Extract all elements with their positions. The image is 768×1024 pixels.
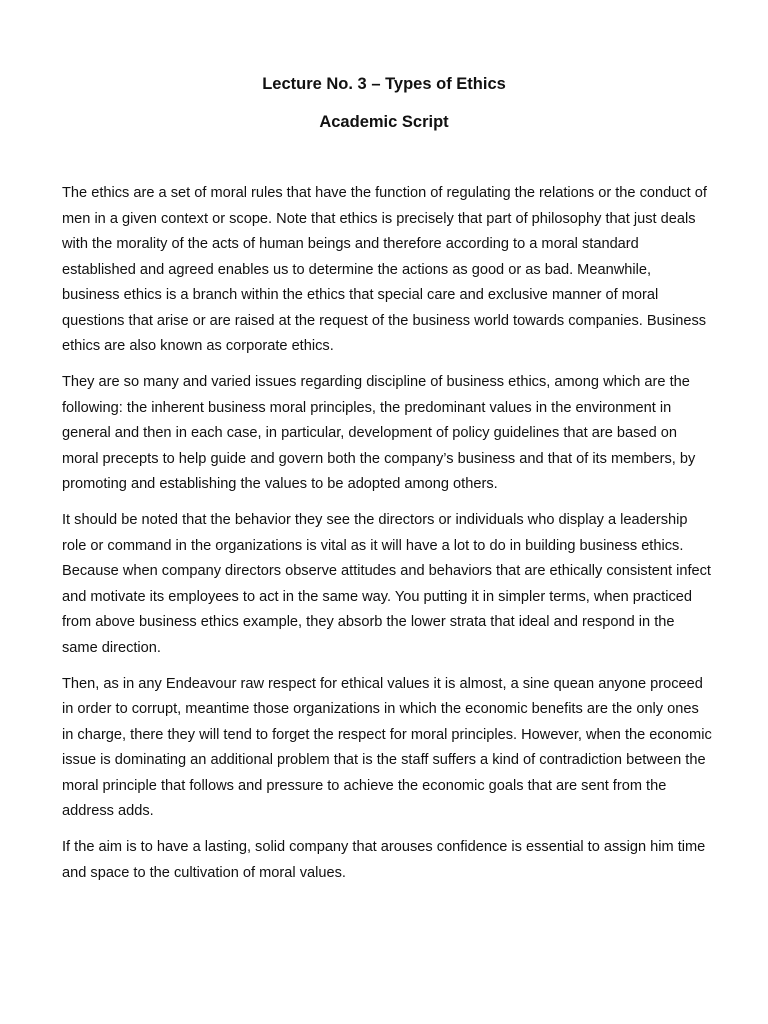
document-title: Lecture No. 3 – Types of Ethics [262,75,506,93]
paragraph: If the aim is to have a lasting, solid company that arouses confidence is essential to assign him time and space to the cultivation of moral values. [62,839,706,881]
document-body [62,181,712,897]
paragraph: They are so many and varied issues regarding discipline of business ethics, among which are the following: the inherent business moral principles, the predominant values in the environment in general and then in each case, in particular, development of policy guidelines that are based on moral precepts to help guide and govern both the company’s business and that of its members, by promoting and establishing the values to be adopted among others. [62,374,696,492]
document-subtitle: Academic Script [319,113,449,131]
paragraph: The ethics are a set of moral rules that have the function of regulating the relations or the conduct of men in a given context or scope. Note that ethics is precisely that part of philosophy that just deals with the morality of the acts of human beings and therefore according to a moral standard established and agreed enables us to determine the actions as good or as bad. Meanwhile, business ethics is a branch within the ethics that special care and exclusive manner of moral questions that arise or are raised at the request of the business world towards companies. Business ethics are also known as corporate ethics. [62,185,707,354]
paragraph: It should be noted that the behavior they see the directors or individuals who display a leadership role or command in the organizations is vital as it will have a lot to do in building business ethics. Because when company directors observe attitudes and behaviors that are ethically consistent infect and motivate its employees to act in the same way. You putting it in simpler terms, when practiced from above business ethics example, they absorb the lower strata that ideal and respond in the same direction. [62,512,711,656]
paragraph: Then, as in any Endeavour raw respect for ethical values it is almost, a sine quean anyone proceed in order to corrupt, meantime those organizations in which the economic benefits are the only ones in charge, there they will tend to forget the respect for moral principles. However, when the economic issue is dominating an additional problem that is the staff suffers a kind of contradiction between the moral principle that follows and pressure to achieve the economic goals that are sent from the address adds. [62,675,712,819]
